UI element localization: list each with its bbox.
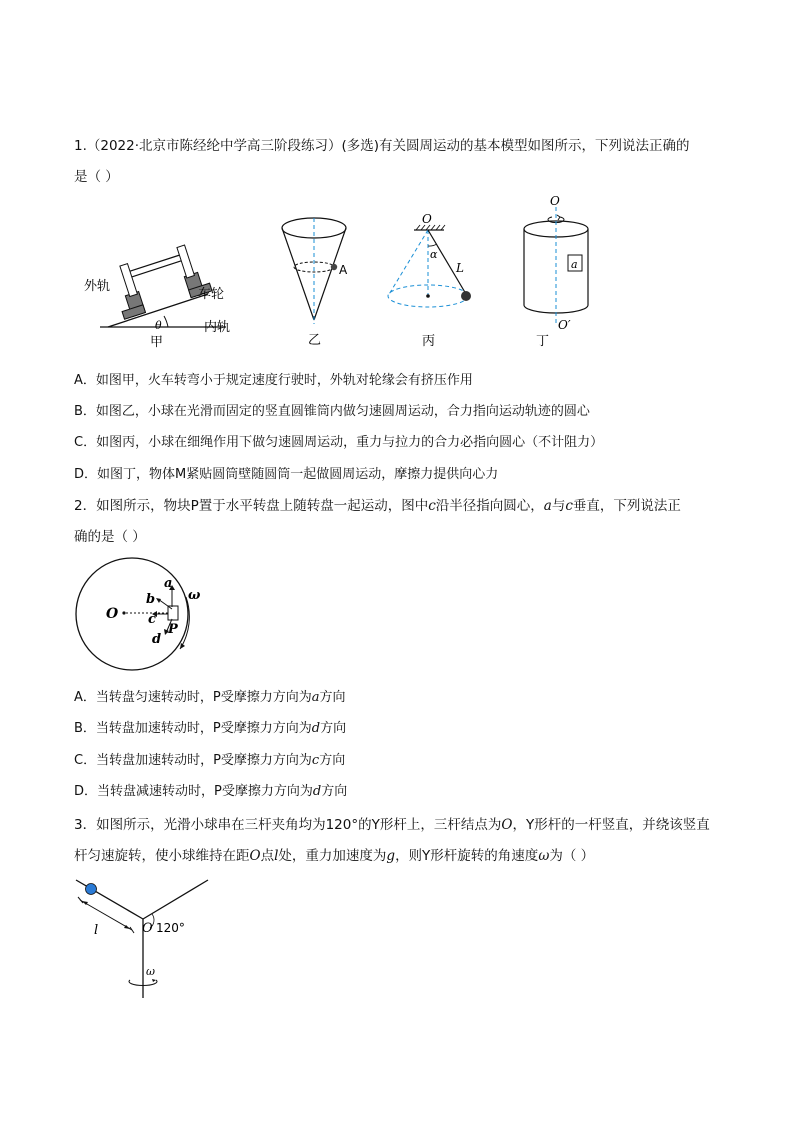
q2-option-d: D．当转盘减速转动时，P受摩擦力方向为d方向 (74, 784, 348, 799)
q3-omega-label: ω (146, 965, 155, 978)
q2-b-label: b (146, 592, 156, 607)
figure-jia-train-rails (78, 232, 248, 350)
figure-ding-cylinder (516, 193, 596, 353)
q1-option-c: C．如图丙，小球在细绳作用下做匀速圆周运动，重力与拉力的合力必指向圆心（不计阻力） (74, 435, 604, 450)
q2-d-label: d (152, 632, 162, 647)
q3-stem-line2: 杆匀速旋转，使小球维持在距O点l处，重力加速度为g，则Y形杆旋转的角速度ω为（ ） (74, 848, 595, 864)
figure-yi-cone (272, 212, 364, 352)
q1-stem-line1: 1.（2022·北京市陈经纶中学高三阶段练习）(多选)有关圆周运动的基本模型如图所示，下列说法正确的 (74, 138, 690, 154)
q3-angle-label: 120° (156, 921, 185, 935)
q2-option-c: C．当转盘加速转动时，P受摩擦力方向为c方向 (74, 753, 346, 768)
jia-wheel-label: 车轮 (198, 287, 225, 302)
jia-inner-rail-label: 内轨 (204, 320, 231, 335)
bing-alpha-label: α (430, 248, 438, 261)
yi-caption: 乙 (308, 333, 322, 348)
figure-q2-turntable (66, 557, 232, 673)
q1-option-b: B．如图乙，小球在光滑而固定的竖直圆锥筒内做匀速圆周运动，合力指向运动轨迹的圆心 (74, 404, 590, 419)
ding-O-label: O (550, 194, 560, 208)
bing-L-label: L (456, 261, 464, 275)
yi-point-label: A (339, 263, 348, 277)
jia-caption: 甲 (150, 335, 164, 350)
jia-theta-label: θ (155, 319, 162, 332)
ding-caption: 丁 (536, 334, 550, 349)
q2-omega-label: ω (188, 588, 201, 603)
ding-Oprime-label: O′ (558, 318, 571, 332)
q1-stem-line2: 是（ ） (74, 169, 119, 185)
jia-outer-rail-label: 外轨 (84, 279, 111, 294)
q1-option-d: D．如图丁，物体M紧贴圆筒壁随圆筒一起做圆周运动，摩擦力提供向心力 (74, 467, 499, 482)
q2-option-a: A．当转盘匀速转动时，P受摩擦力方向为a方向 (74, 690, 346, 705)
q2-a-label: a (164, 576, 173, 591)
q1-option-a: A．如图甲，火车转弯小于规定速度行驶时，外轨对轮缘会有挤压作用 (74, 373, 473, 388)
figure-bing-conical-pendulum (380, 208, 490, 352)
q2-stem-line2: 确的是（ ） (74, 529, 146, 545)
q2-c-label: c (148, 612, 156, 627)
ding-block-label: a (571, 258, 578, 271)
q2-O-label: O (106, 606, 119, 622)
q2-stem-line1: 2．如图所示，物块P置于水平转盘上随转盘一起运动，图中c沿半径指向圆心，a与c垂直，下列说法正 (74, 498, 681, 514)
bing-O-label: O (422, 212, 432, 226)
figure-q3-y-rod (70, 872, 220, 1002)
q3-O-label: O (142, 921, 153, 936)
q2-P-label: P (168, 622, 178, 637)
q3-l-label: l (94, 923, 99, 938)
q2-option-b: B．当转盘加速转动时，P受摩擦力方向为d方向 (74, 721, 347, 736)
q3-stem-line1: 3．如图所示，光滑小球串在三杆夹角均为120°的Y形杆上，三杆结点为O，Y形杆的一杆竖直，并绕该竖直 (74, 817, 710, 833)
bing-caption: 丙 (422, 334, 436, 349)
